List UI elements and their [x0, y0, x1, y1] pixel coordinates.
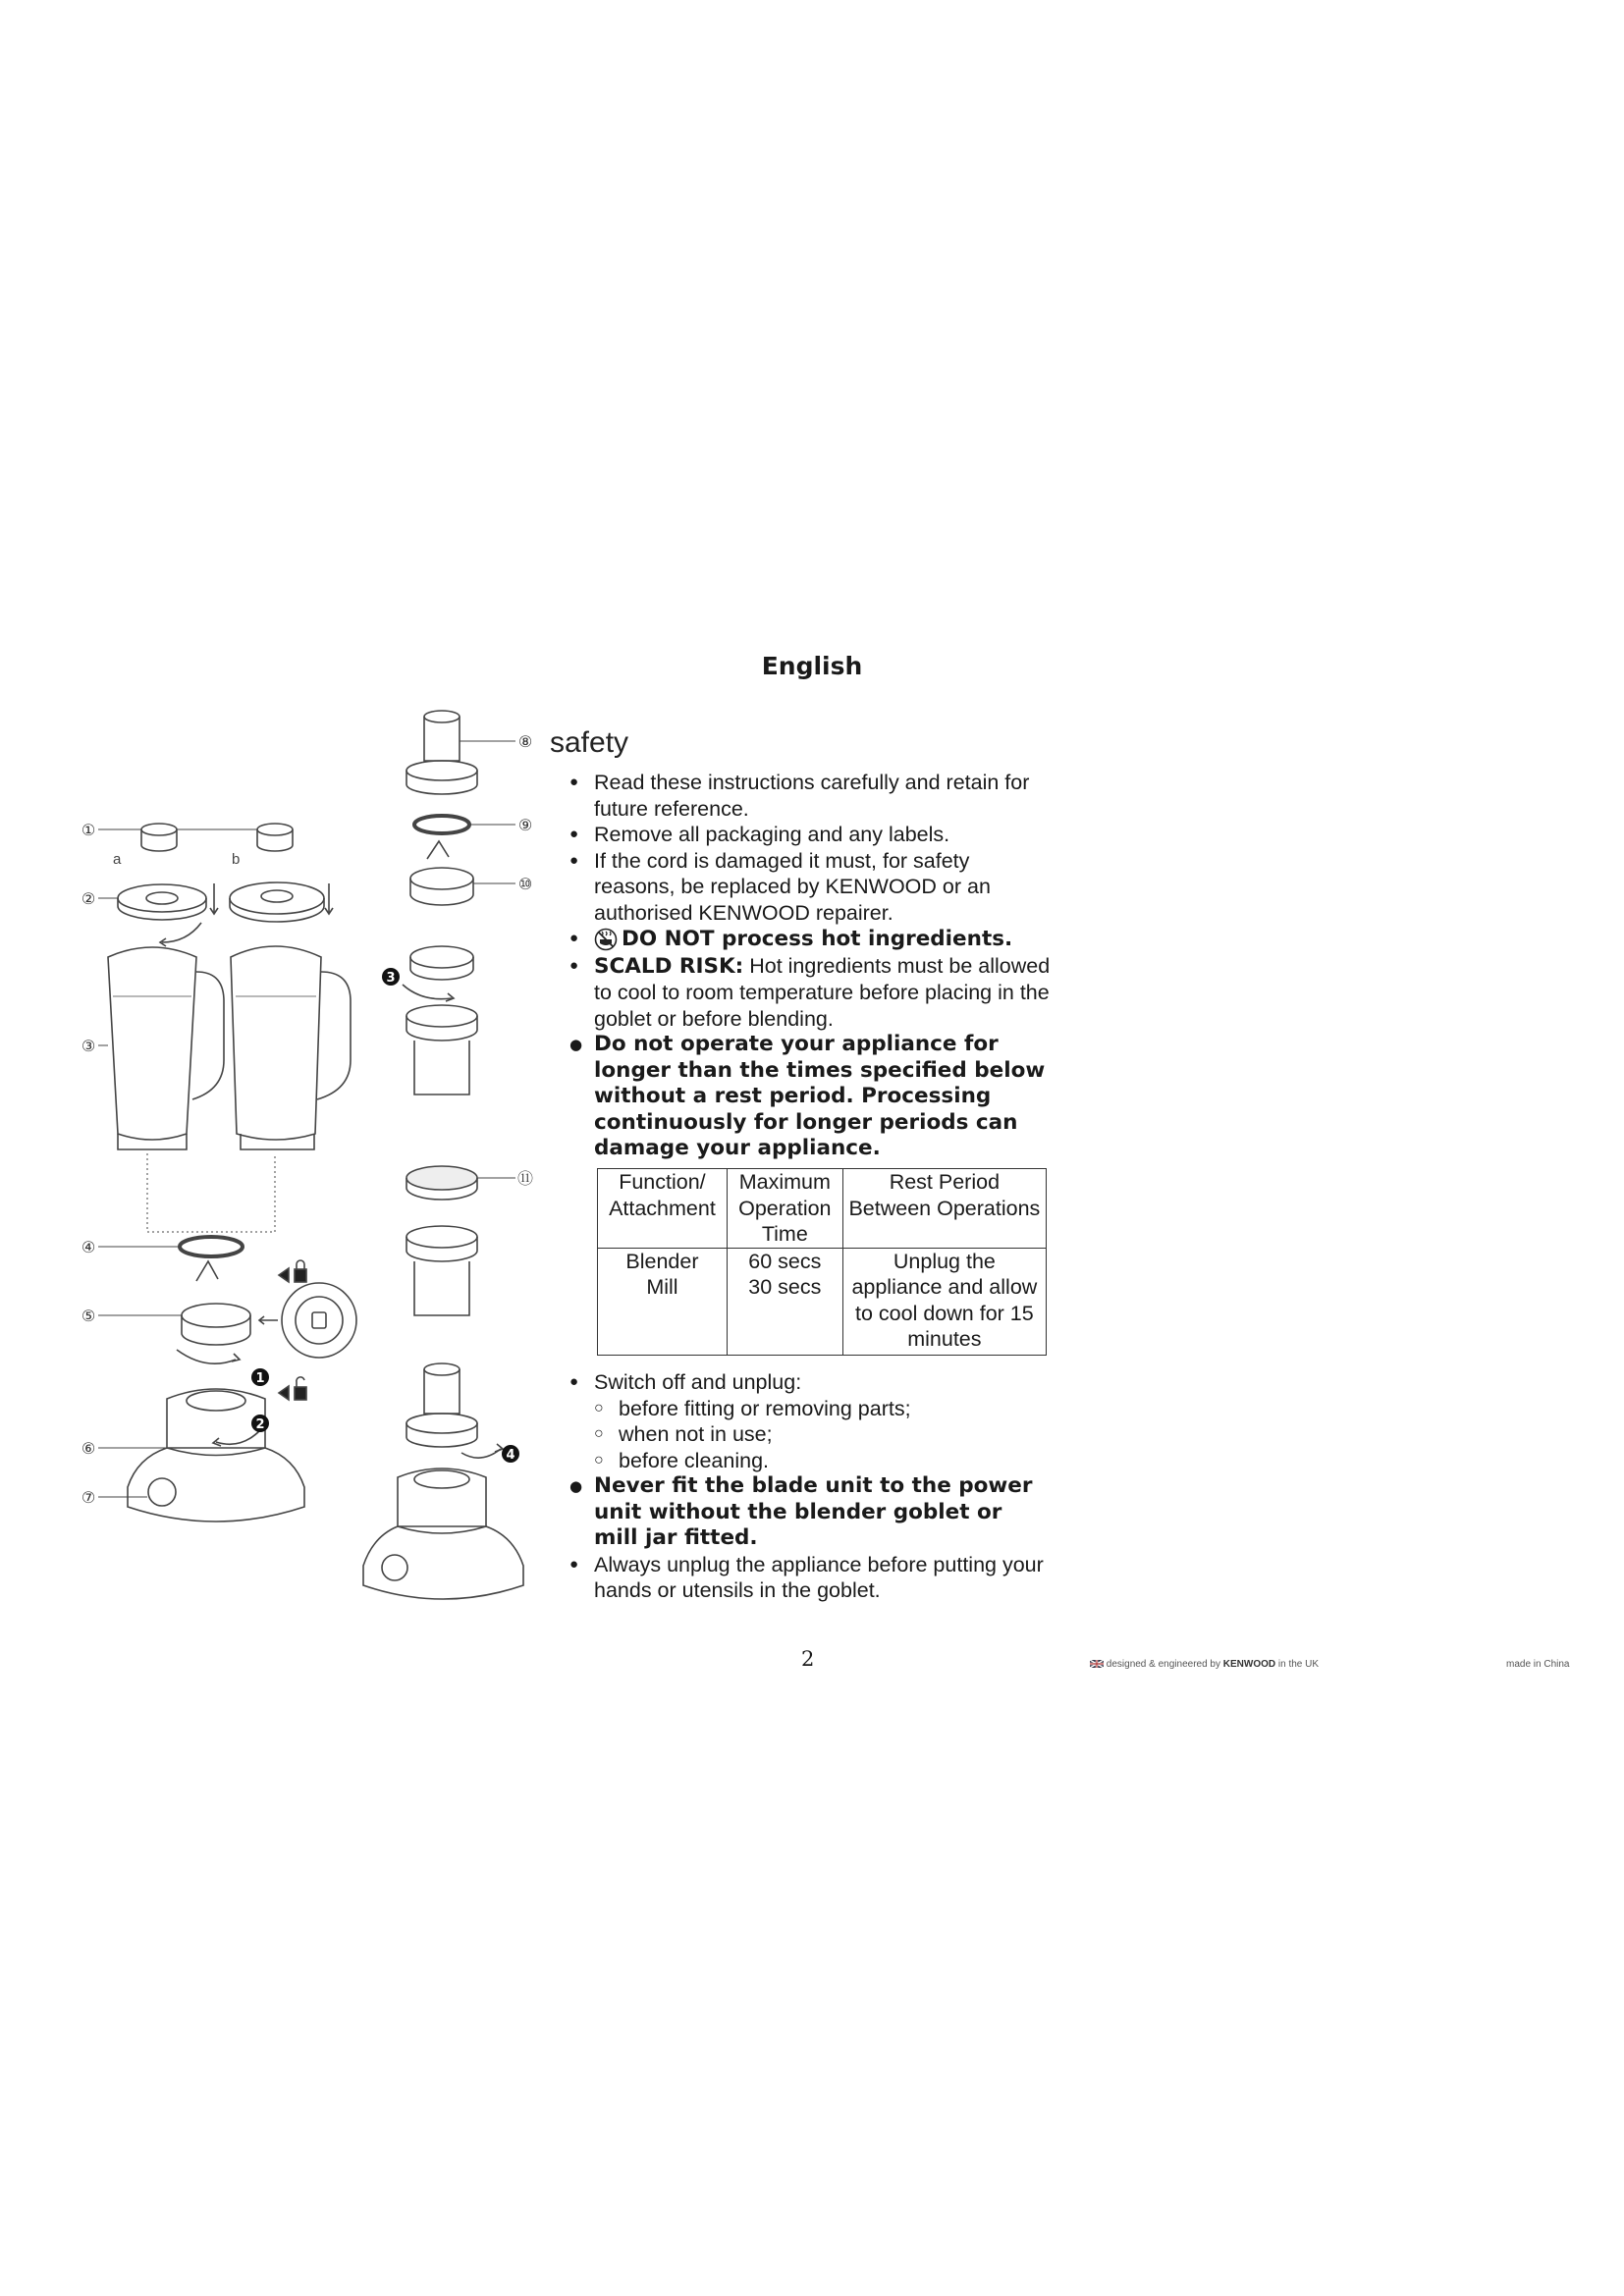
- sealing-ring: [180, 1237, 243, 1256]
- table-header-row: Function/ Attachment Maximum Operation Time Rest Period Between Operations: [598, 1169, 1047, 1249]
- goblet-b: [231, 946, 351, 1149]
- step-badge-2: 2: [255, 1417, 265, 1432]
- power-unit-right: [363, 1468, 523, 1599]
- mill-blade-unit: [410, 841, 473, 905]
- blade-unit: [177, 1261, 250, 1363]
- sub-item: ○ before fitting or removing parts;: [594, 1396, 1051, 1422]
- no-hot-ingredients-icon: [594, 928, 618, 951]
- page-number: 2: [801, 1647, 815, 1671]
- designed-by-footer: designed & engineered by KENWOOD in the UK: [1090, 1659, 1319, 1670]
- sub-item: ○ before cleaning.: [594, 1448, 1051, 1474]
- callout-8: ⑧: [517, 732, 533, 751]
- mill-seal: [414, 816, 469, 833]
- lid-b: [210, 882, 333, 922]
- mill-jar-inverted: [406, 1005, 477, 1095]
- never-fit-warning: ● Never fit the blade unit to the power unit without the blender goblet or mill jar fitted.: [569, 1473, 1051, 1552]
- scald-warning: ● SCALD RISK: Hot ingredients must be allowed to cool to room temperature before placing in the goblet or before blending.: [569, 953, 1051, 1033]
- step-badge-3: 3: [386, 971, 396, 986]
- variant-b-label: b: [232, 851, 241, 868]
- hot-warning: ● DO NOT process hot ingredients.: [569, 926, 1051, 953]
- table-row: Mill 30 secs: [598, 1274, 1047, 1356]
- callout-2: ②: [81, 889, 96, 908]
- callout-6: ⑥: [81, 1439, 96, 1458]
- operation-time-table: [597, 1168, 1047, 1356]
- callout-3: ③: [81, 1037, 96, 1055]
- filler-cap-a: [141, 824, 177, 851]
- callout-1: ①: [81, 821, 96, 839]
- table-row: Blender 60 secs Unplug the appliance and allow to cool down for 15 minutes: [598, 1248, 1047, 1274]
- switch-off-sublist: [569, 1396, 1051, 1474]
- brand-name: KENWOOD: [1222, 1659, 1276, 1670]
- page-heading: English: [761, 652, 863, 680]
- callout-5: ⑤: [81, 1307, 96, 1325]
- lid-a: [118, 884, 206, 946]
- uk-flag-icon: [1090, 1660, 1104, 1668]
- mill-jar-stored: [406, 1226, 477, 1315]
- blade-unit-underside: [259, 1283, 356, 1358]
- safety-list-continued: [569, 1369, 1051, 1604]
- operate-warning: ● Do not operate your appliance for longer than the times specified below without a rest period. Processing continuously for longer periods can damage your appliance.: [569, 1032, 1051, 1162]
- step-badge-4: 4: [506, 1448, 515, 1463]
- callout-10: ⑩: [517, 875, 533, 893]
- mill-assembled: [406, 1363, 503, 1458]
- section-title: safety: [550, 726, 629, 759]
- callout-11: ⑪: [516, 1169, 534, 1188]
- sub-item: ○ when not in use;: [594, 1421, 1051, 1448]
- mill-blade-assembly: [403, 946, 473, 1001]
- safety-item: ● If the cord is damaged it must, for safety reasons, be replaced by KENWOOD or an authorised KENWOOD repairer.: [569, 848, 1051, 927]
- always-unplug-item: ● Always unplug the appliance before putting your hands or utensils in the goblet.: [569, 1552, 1051, 1604]
- callout-9: ⑨: [517, 816, 533, 834]
- step-badge-1: 1: [255, 1371, 265, 1386]
- safety-item: ● Remove all packaging and any labels.: [569, 822, 1051, 848]
- lock-icon-top: [279, 1260, 306, 1282]
- unlock-icon-bottom: [279, 1377, 306, 1400]
- safety-list: [569, 770, 1051, 1162]
- storage-lid: [406, 1166, 477, 1200]
- safety-item: ● Read these instructions carefully and retain for future reference.: [569, 770, 1051, 822]
- power-unit-left: [128, 1389, 304, 1522]
- assembly-diagram: [69, 702, 540, 1625]
- callout-4: ④: [81, 1238, 96, 1256]
- filler-cap-b: [257, 824, 293, 851]
- goblet-a: [108, 947, 224, 1149]
- mill-jar-top: [406, 711, 477, 794]
- switch-off-item: ● Switch off and unplug:: [569, 1369, 1051, 1396]
- callout-7: ⑦: [81, 1488, 96, 1507]
- variant-a-label: a: [113, 851, 122, 868]
- made-in-footer: made in China: [1506, 1659, 1570, 1670]
